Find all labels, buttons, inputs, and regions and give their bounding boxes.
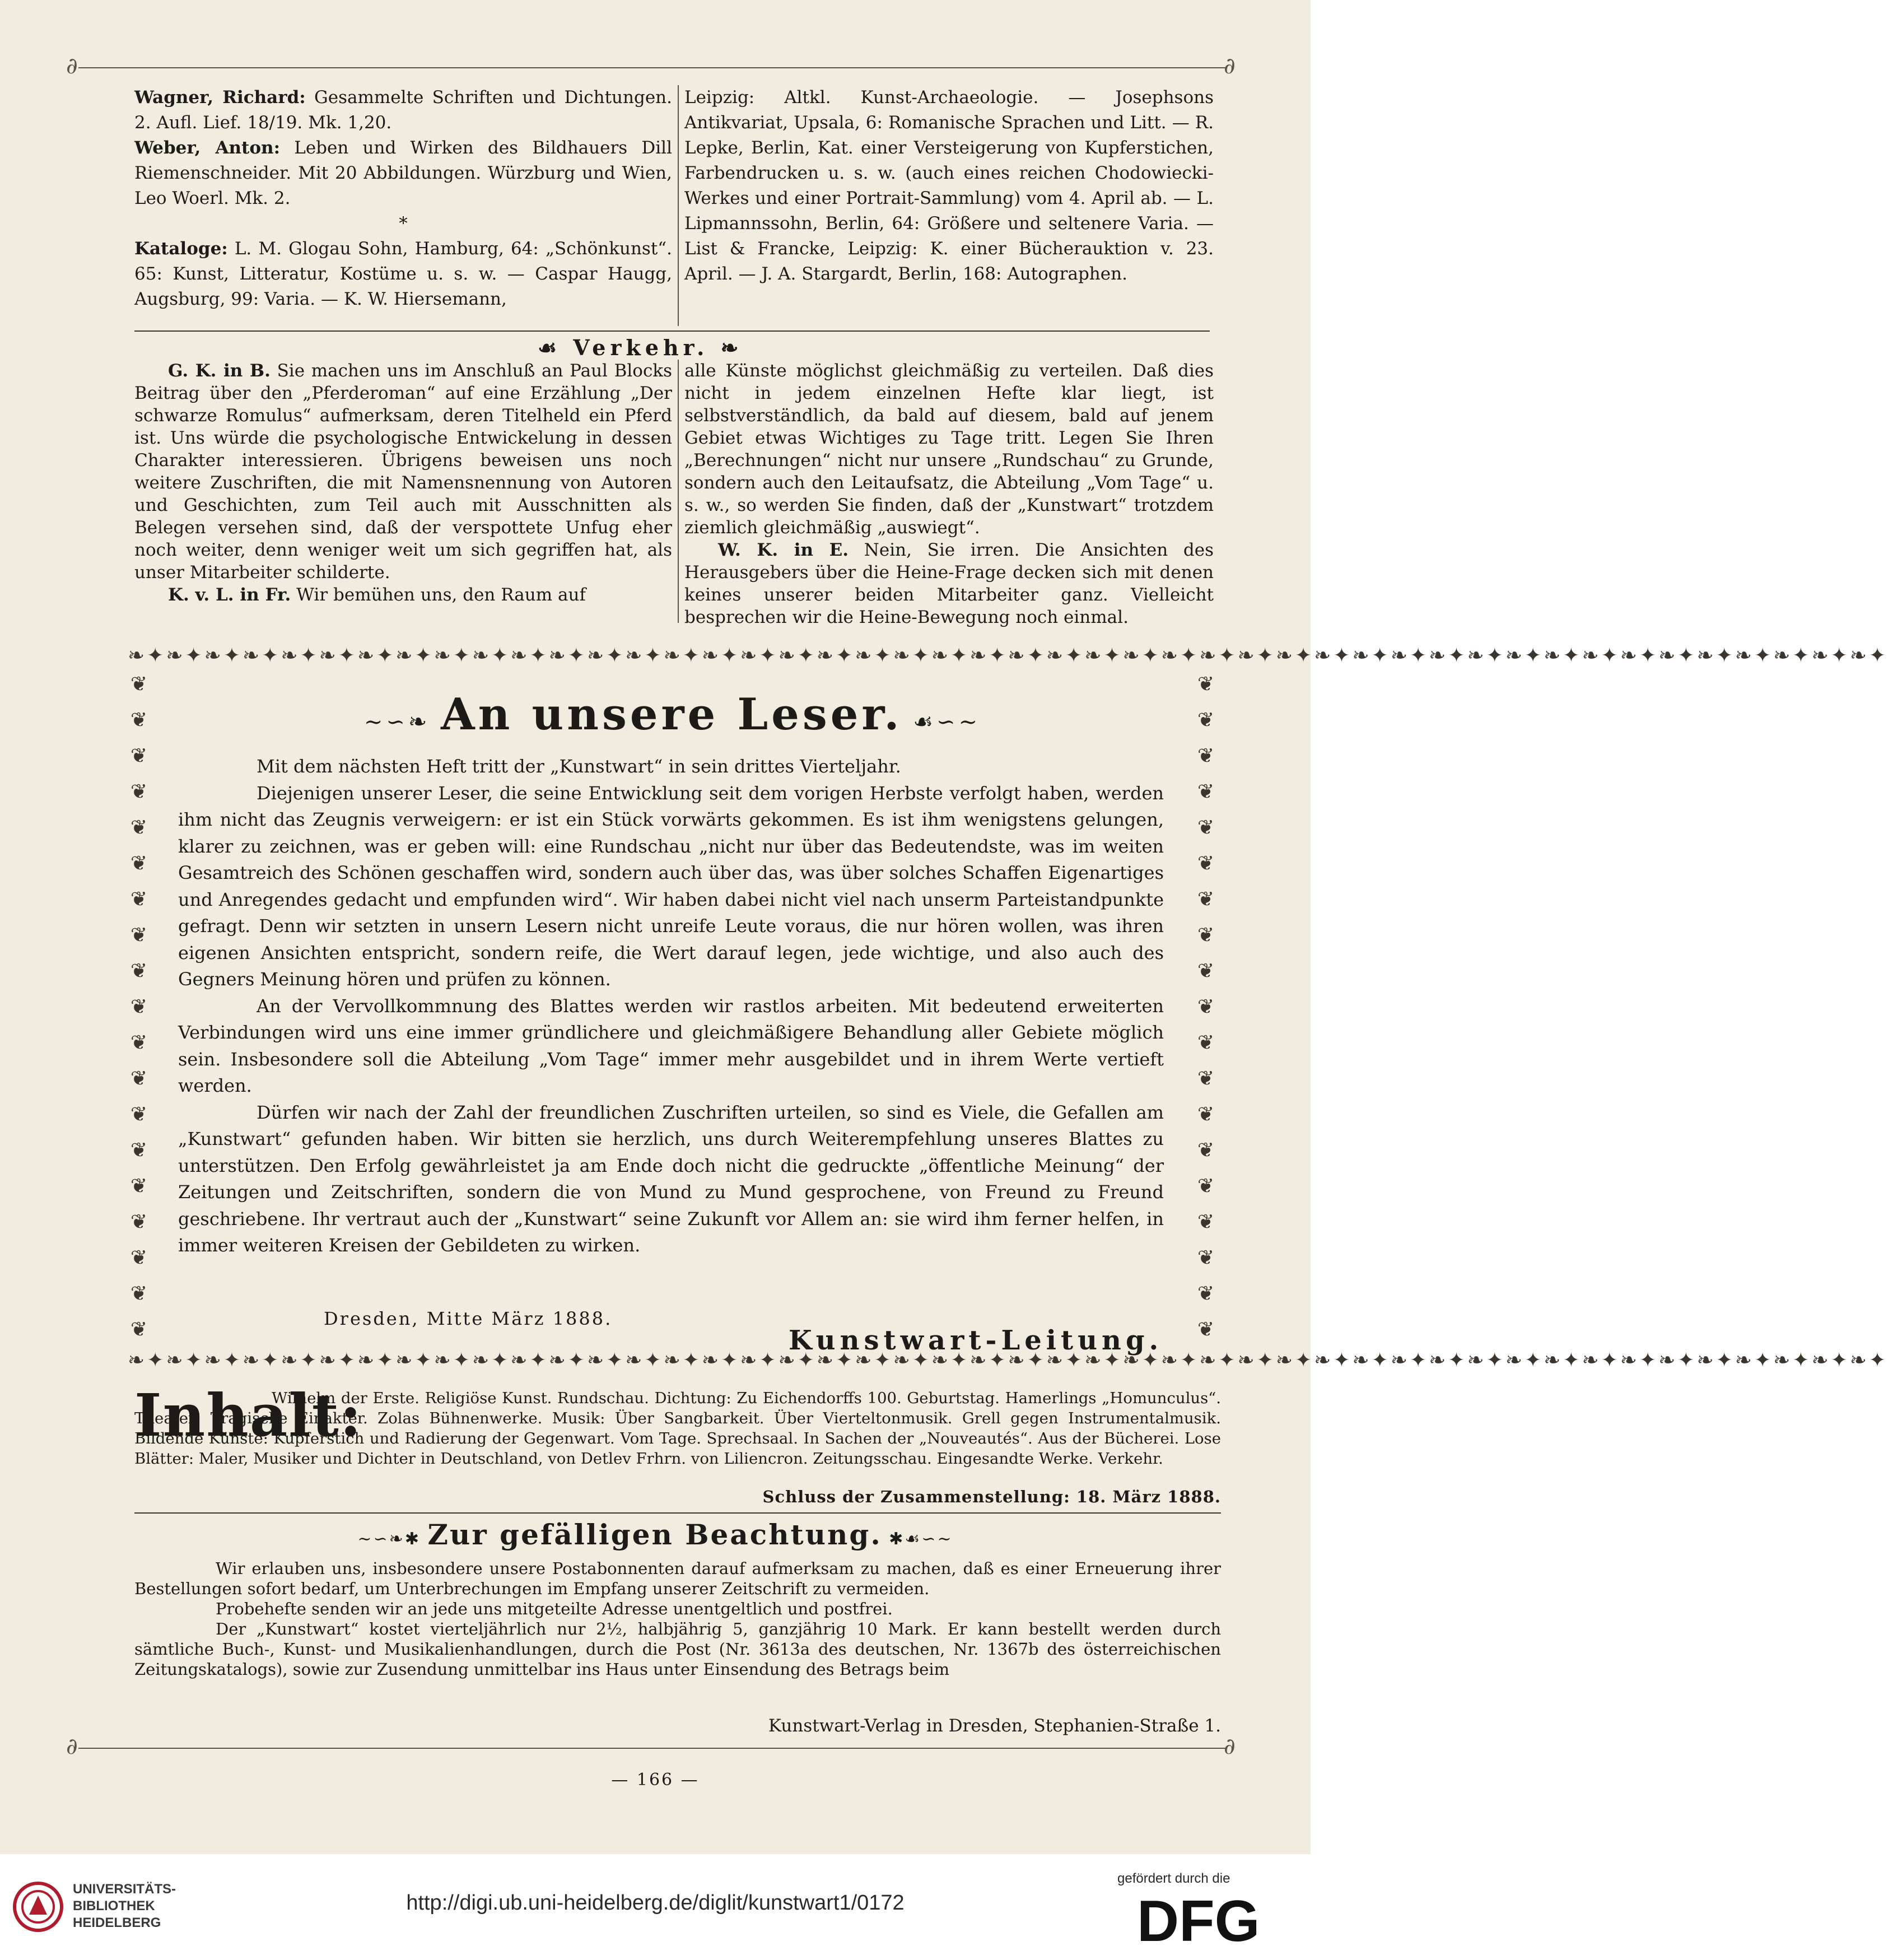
flourish-right-icon: ✱☙∽∼ [882,1529,953,1549]
contents-closing: Schluss der Zusammenstellung: 18. März 1888. [762,1487,1221,1506]
notice-paragraph: Wir erlauben uns, insbesondere unsere Postabonnenten darauf aufmerksam zu machen, daß es einer Erneuerung ihrer Bestellungen sofort bedarf, um Unterbrechungen im Empfang unserer Zeitschrift zu vermeiden. [134,1559,1221,1598]
flourish-right-icon: ☙∽∼ [902,709,981,735]
digitization-footer [0,1854,1311,1960]
verkehr-right-column [684,360,1214,628]
page-number: — 166 — [611,1770,700,1790]
verkehr-left-column [134,360,672,606]
ornamental-border-left: ❦ ❦ ❦ ❦ ❦ ❦ ❦ ❦ ❦ ❦ ❦ ❦ ❦ ❦ ❦ ❦ ❦ ❦ ❦ [130,673,148,1341]
section-rule [134,330,1210,332]
bibliography-right-column: Leipzig: Altkl. Kunst-Archaeologie. — Josephsons Antikvariat, Upsala, 6: Romanische Sprachen und Litt. — R. Lepke, Berlin, Kat. einer Versteigerung von Kupferstichen, Farbendrucken u. s. w. (auch eines reichen Chodowiecki-Werkes und einer Portrait-Sammlung) vom 4. April ab. — L. Lipmannssohn, Berlin, 64: Größere und seltenere Varia. — List & Francke, Leipzig: K. einer Bücherauktion v. 23. April. — J. A. Stargardt, Berlin, 168: Autographen. [684,87,1214,284]
bibliography-left-column [134,85,672,312]
notice-paragraph: Probehefte senden wir an jede uns mitgeteilte Adresse unentgeltlich und postfrei. [216,1599,893,1618]
announcement-paragraph: Mit dem nächsten Heft tritt der „Kunstwart“ in sein drittes Vierteljahr. [257,756,901,777]
section-rule [134,1512,1221,1514]
column-divider [678,85,679,326]
flourish-left-icon: ∼∽❧✱ [357,1529,428,1549]
announcement-title: ∼∽❧ An unsere Leser. ☙∽∼ [363,689,981,740]
library-name: UNIVERSITÄTS- BIBLIOTHEK HEIDELBERG [73,1882,176,1930]
source-url-link[interactable]: http://digi.ub.uni-heidelberg.de/diglit/kunstwart1/0172 [406,1891,905,1915]
bib-entry: Weber, Anton: Leben und Wirken des Bildhauers Dill Riemenschneider. Mit 20 Abbildungen. Würzburg und Wien, Leo Woerl. Mk. 2. [134,138,673,208]
ornamental-border-right: ❦ ❦ ❦ ❦ ❦ ❦ ❦ ❦ ❦ ❦ ❦ ❦ ❦ ❦ ❦ ❦ ❦ ❦ ❦ [1197,673,1215,1341]
curl-ornament: ∂ [66,53,78,79]
flourish-left-icon: ∼∽❧ [363,709,441,735]
ornamental-border-top: ❧✦❧✦❧✦❧✦❧✦❧✦❧✦❧✦❧✦❧✦❧✦❧✦❧✦❧✦❧✦❧✦❧✦❧✦❧✦❧✦❧✦❧✦❧✦❧✦❧✦❧✦❧✦❧✦❧✦❧✦❧✦❧✦❧✦❧✦❧✦❧✦❧✦❧✦❧✦❧✦❧✦❧✦❧✦❧✦❧✦❧✦ [128,644,1888,667]
funding-caption: gefördert durch die [1117,1871,1230,1886]
top-ornamental-rule [78,67,1227,71]
announcement-paragraph: Diejenigen unserer Leser, die seine Entwicklung seit dem vorigen Herbste verfolgt haben, werden ihm nicht das Zeugnis verweigern: er ist ein Stück vorwärts gekommen. Es ist ihm wenigstens gelungen, klarer zu zeichnen, was er geben will: eine Rundschau „nicht nur über das Bedeutendste, was im weiten Gesamtreich des Schönen geschaffen wird, sondern auch über das, was über solches Schaffen Eigenartiges und Anregendes gedacht und empfunden wird“. Wir haben dabei nicht viel nach unserm Parteistandpunkte gefragt. Denn wir setzten in unsern Lesern nicht unreife Leute voraus, die nur hören wollen, was ihren eigenen Ansichten entspricht, sondern reife, die Wert darauf legen, jede wichtige, und also auch des Gegners Meinung hören und prüfen zu können. [178,782,1164,990]
ornament-left-icon: ☙ [538,335,574,360]
ornamental-border-bottom: ❧✦❧✦❧✦❧✦❧✦❧✦❧✦❧✦❧✦❧✦❧✦❧✦❧✦❧✦❧✦❧✦❧✦❧✦❧✦❧✦❧✦❧✦❧✦❧✦❧✦❧✦❧✦❧✦❧✦❧✦❧✦❧✦❧✦❧✦❧✦❧✦❧✦❧✦❧✦❧✦❧✦❧✦❧✦❧✦❧✦❧✦ [128,1349,1888,1372]
asterisk-divider: * [399,213,408,234]
ornament-right-icon: ❧ [708,335,743,360]
curl-ornament: ∂ [1224,53,1236,79]
announcement-paragraph: An der Vervollkommnung des Blattes werden wir rastlos arbeiten. Mit bedeutend erweiterten Verbindungen wird uns eine immer gründlichere und gleichmäßigere Behandlung aller Gebiete möglich sein. Insbesondere soll die Abteilung „Vom Tage“ immer mehr ausgebildet und in ihrem Werte vertieft werden. [178,995,1164,1096]
curl-ornament: ∂ [1224,1734,1236,1759]
curl-ornament: ∂ [66,1734,78,1759]
verkehr-entry: alle Künste möglichst gleichmäßig zu verteilen. Daß dies nicht in jedem einzelnen Hefte klar liegt, ist selbstverständlich, da bald auf diesem, bald auf jenem Gebiet etwas Wichtiges zu Tage tritt. Legen Sie Ihren „Berechnungen“ nicht nur unsere „Rundschau“ zu Grunde, sondern auch den Leitaufsatz, die Abteilung „Vom Tage“ u. s. w., so werden Sie finden, daß der „Kunstwart“ trotzdem ziemlich gleichmäßig „auswiegt“. [684,361,1214,538]
publisher-signature: Kunstwart-Verlag in Dresden, Stephanien-Straße 1. [768,1716,1221,1736]
verkehr-heading: ☙ Verkehr. ❧ [538,335,743,360]
notice-paragraph: Der „Kunstwart“ kostet vierteljährlich nur 2½, halbjährig 5, ganzjährig 10 Mark. Er kann bestellt werden durch sämtliche Buch-, Kunst- und Musikalienhandlungen, durch die Post (Nr. 3613a des deutschen, Nr. 1367b des österreichischen Zeitungskatalogs), sowie zur Zusendung unmittelbar ins Haus unter Einsendung des Betrags beim [134,1619,1221,1679]
notice-heading: ∼∽❧✱ Zur gefälligen Beachtung. ✱☙∽∼ [357,1518,953,1551]
column-divider [678,360,679,623]
announcement-date: Dresden, Mitte März 1888. [324,1308,613,1329]
announcement-signature: Kunstwart-Leitung. [789,1325,1163,1356]
verkehr-entry: K. v. L. in Fr. Wir bemühen uns, den Raum auf [168,585,586,605]
announcement-paragraph: Dürfen wir nach der Zahl der freundlichen Zuschriften urteilen, so sind es Viele, die Gefallen am „Kunstwart“ gefunden haben. Wir bitten sie herzlich, uns durch Weiterempfehlung unseres Blattes zu unterstützen. Den Erfolg gewährleistet ja am Ende doch nicht die gedruckte „öffentliche Meinung“ der Zeitungen und Zeitschriften, sondern die von Mund zu Mund gesprochene, von Freund zu Freund geschriebene. Ihr vertraut auch der „Kunstwart“ seine Zukunft vor Allem an: sie wird ihm ferner helfen, in immer weiteren Kreisen der Gebildeten zu wirken. [178,1101,1164,1256]
bib-entry: Kataloge: L. M. Glogau Sohn, Hamburg, 64: „Schönkunst“. 65: Kunst, Litteratur, Kostüme u. s. w. — Caspar Haugg, Augsburg, 99: Varia. — K. W. Hiersemann, [134,239,672,309]
contents-list: Wilhelm der Erste. Religiöse Kunst. Rundschau. Dichtung: Zu Eichendorffs 100. Geburtstag. Hamerlings „Homunculus“. Theater: Tragische Einakter. Zolas Bühnenwerke. Musik: Über Sangbarkeit. Über Vierteltonmusik. Grell gegen Instrumentalmusik. Bildende Künste: Kupferstich und Radierung der Gegenwart. Vom Tage. Sprechsaal. In Sachen der „Nouveautés“. Aus der Bücherei. Lose Blätter: Maler, Musiker und Dichter in Deutschland, von Detlev Frhrn. von Liliencron. Zeitungsschau. Eingesandte Werke. Verkehr. [134,1389,1221,1468]
notice-body [134,1558,1221,1679]
dfg-logo: DFG [1137,1889,1260,1954]
verkehr-entry: W. K. in E. Nein, Sie irren. Die Ansichten des Herausgebers über die Heine-Frage decken sich mit denen keines unserer beiden Mitarbeiter ganz. Vielleicht besprechen wir die Heine-Bewegung noch einmal. [684,540,1214,627]
verkehr-entry: G. K. in B. Sie machen uns im Anschluß an Paul Blocks Beitrag über den „Pferderoman“ auf eine Erzählung „Der schwarze Romulus“ aufmerksam, deren Titelheld ein Pferd ist. Uns würde die psychologische Entwickelung in dessen Charakter interessieren. Übrigens beweisen uns noch weitere Zuschriften, die mit Namensnennung von Autoren und Geschichten, zum Teil auch mit Ausschnitten als Belegen versehen sind, daß der verspottete Unfug eher noch weiter, denn weniger weit um sich gegriffen hat, als unser Mitarbeiter schilderte. [134,361,672,583]
announcement-body [178,753,1164,1259]
announcement-box [128,644,1888,1372]
bib-entry: Wagner, Richard: Gesammelte Schriften und Dichtungen. 2. Aufl. Lief. 18/19. Mk. 1,20. [134,87,672,133]
contents-label: Inhalt: [134,1381,363,1450]
bottom-ornamental-rule [78,1748,1227,1751]
